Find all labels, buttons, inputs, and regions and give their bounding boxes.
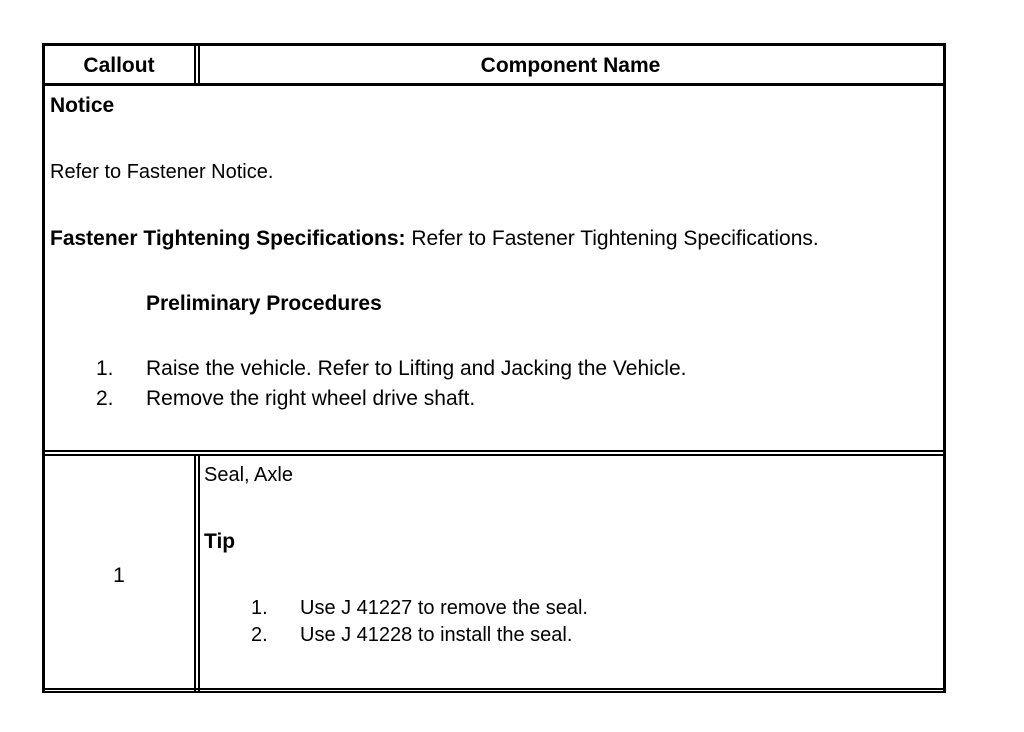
- tip-title: Tip: [204, 530, 236, 553]
- procedure-table: [42, 43, 946, 693]
- preliminary-procedures-title: Preliminary Procedures: [146, 292, 382, 315]
- row-column-divider-b: [198, 454, 200, 693]
- spec-label: Fastener Tightening Specifications:: [50, 227, 406, 250]
- header-divider: [42, 83, 946, 86]
- notice-title: Notice: [50, 94, 115, 117]
- table-bottom-border-bottom: [42, 691, 946, 693]
- table-bottom-border-top: [42, 688, 946, 690]
- tip-step-number: 2.: [251, 624, 268, 646]
- notice-text: Refer to Fastener Notice.: [50, 161, 274, 183]
- spec-line: [50, 228, 819, 249]
- notice-divider-bottom: [42, 454, 946, 456]
- tip-step-number: 1.: [251, 597, 268, 619]
- step-number: 1.: [96, 357, 114, 380]
- component-name-header: Component Name: [480, 54, 661, 77]
- callout-header: Callout: [83, 54, 155, 77]
- step-text: Raise the vehicle. Refer to Lifting and Jacking the Vehicle.: [146, 357, 687, 380]
- tip-step-text: Use J 41228 to install the seal.: [300, 624, 573, 646]
- table-right-border: [943, 43, 946, 693]
- table-left-border: [42, 43, 45, 693]
- spec-text: Refer to Fastener Tightening Specifications.: [411, 227, 819, 250]
- step-text: Remove the right wheel drive shaft.: [146, 387, 476, 410]
- tip-step-text: Use J 41227 to remove the seal.: [300, 597, 588, 619]
- component-name: Seal, Axle: [204, 464, 293, 486]
- notice-divider-top: [42, 450, 946, 452]
- step-number: 2.: [96, 387, 114, 410]
- callout-number: 1: [113, 564, 125, 587]
- table-top-border: [42, 43, 946, 46]
